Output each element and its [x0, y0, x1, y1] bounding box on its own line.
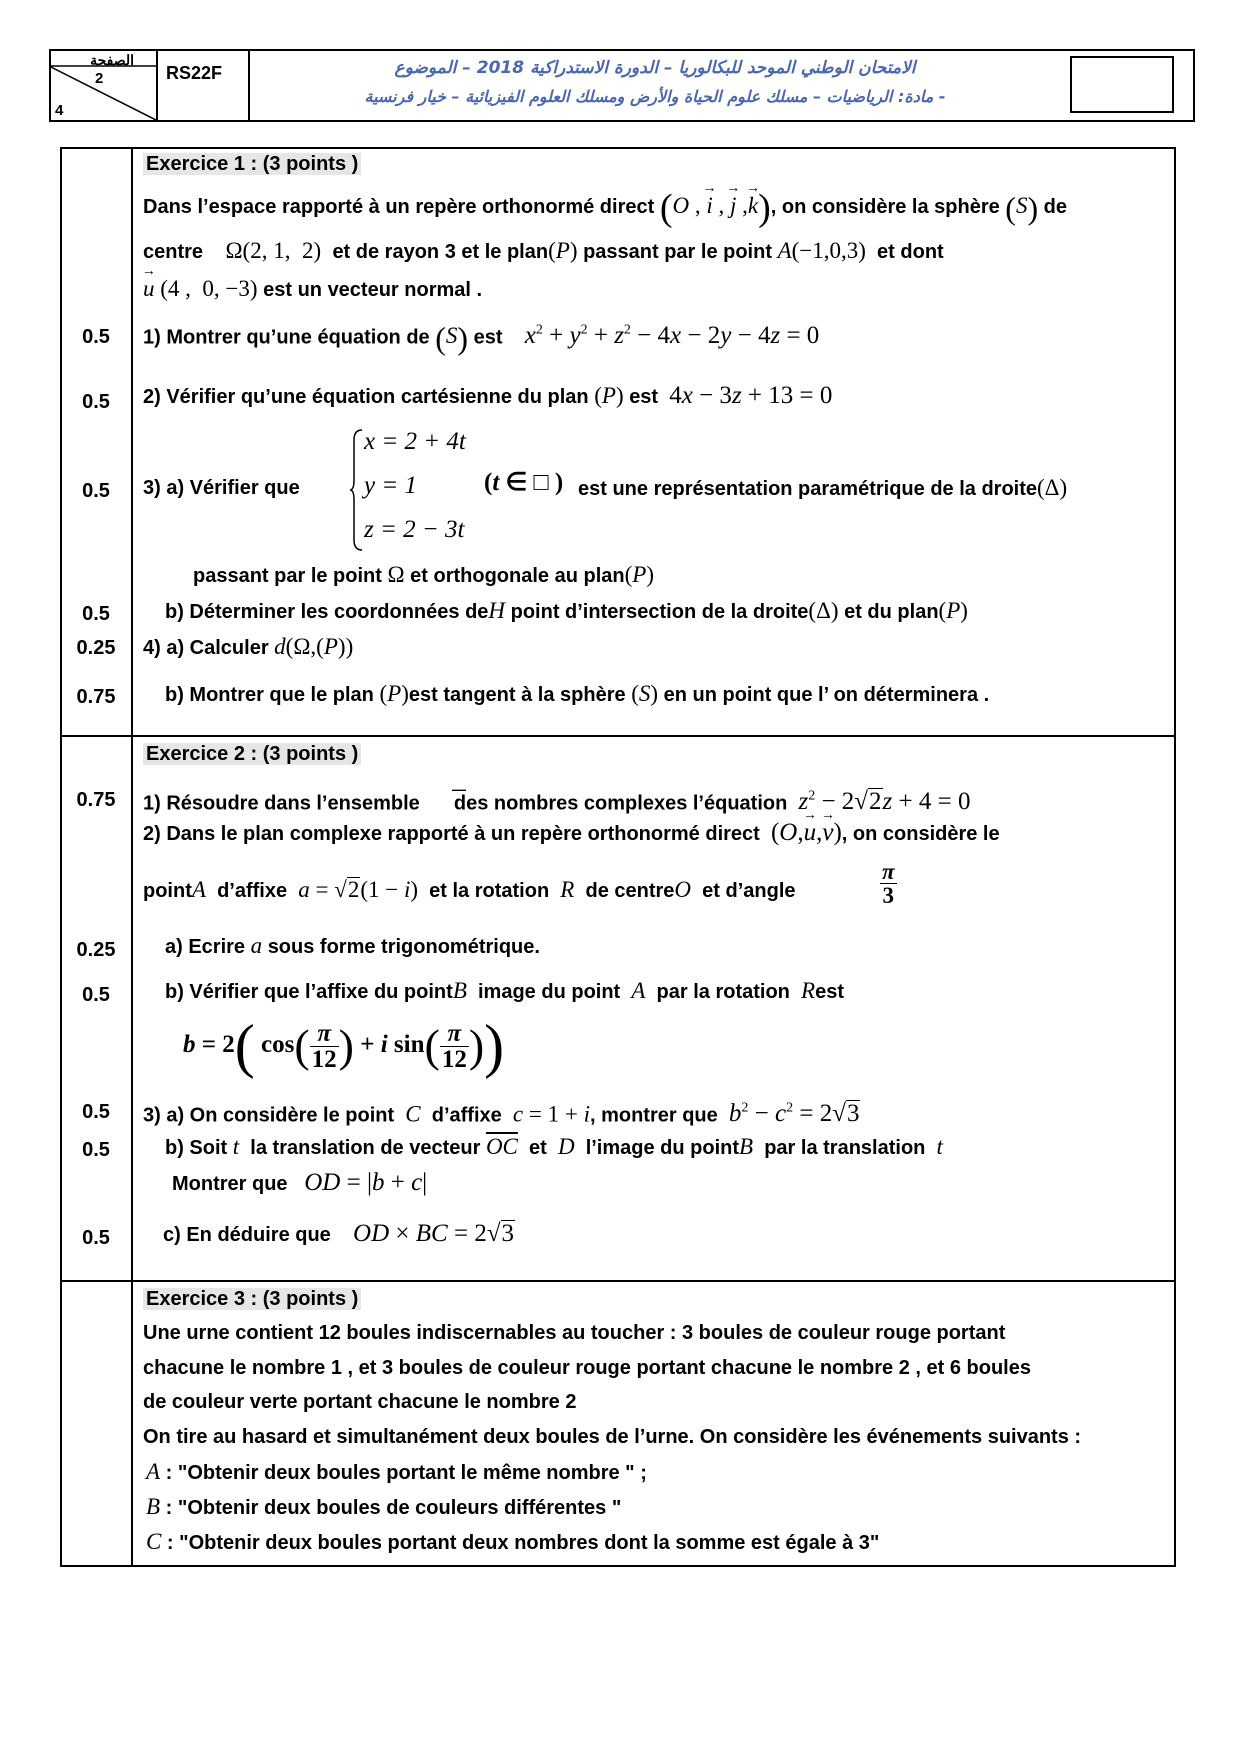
exercise1-title: Exercice 1 : (3 points ) [143, 151, 361, 177]
ex2-q2b: b) Vérifier que l’affixe du pointB image du point A par la rotation Rest [165, 978, 844, 1003]
ex2-q1-points: 0.75 [76, 789, 116, 811]
ex1-q3b-points: 0.5 [82, 603, 110, 625]
parametric-system: x = 2 + 4t y = 1 z = 2 − 3t [350, 428, 490, 552]
ex3-line4: On tire au hasard et simultanément deux boules de l’urne. On considère les événements suivants : [143, 1426, 1082, 1448]
ex1-q1-points: 0.5 [82, 326, 110, 348]
exam-title-line2: - مادة: الرياضيات – مسلك علوم الحياة والأرض ومسلك العلوم الفيزيائية – خيار فرنسية [364, 87, 946, 106]
ex2-q3c: c) En déduire que OD × BC = 2√3 [163, 1220, 515, 1247]
ex2-set-symbol: — [452, 781, 466, 797]
ex2-q3b: b) Soit t la translation de vecteur $\overline{OC}$ et D l’image du pointB par la translation t [165, 1134, 943, 1159]
ex3-line3: de couleur verte portant chacune le nombre 2 [143, 1391, 577, 1413]
ex3-line2: chacune le nombre 1 , et 3 boules de couleur rouge portant chacune le nombre 2 , et 6 boules [143, 1357, 1031, 1379]
exercise3-title: Exercice 3 : (3 points ) [143, 1286, 361, 1312]
ex1-q3a-cont: passant par le point Ω et orthogonale au plan(P) [193, 562, 655, 587]
ex1-q4b: b) Montrer que le plan (P)est tangent à la sphère (S) en un point que l’ on déterminera . [165, 681, 990, 706]
ex2-q2a: a) Ecrire a sous forme trigonométrique. [165, 933, 540, 958]
ex1-q2-points: 0.5 [82, 391, 110, 413]
ex2-angle-fraction: $\frac{\pi}{3}$ [882, 859, 895, 908]
exercise-table [60, 147, 1176, 1567]
ex1-t-domain: (t ∈ □ ) [484, 469, 564, 496]
ex1-q1: 1) Montrer qu’une équation de (S) est $x^2 + y^2 + z^2 - 4x - 2y - 4z = 0$ [143, 320, 820, 357]
ex2-b-formula: b = 2( cos( $\frac{\pi}{12}$ ) + i sin( $\frac{\pi}{12}$ )) [183, 1013, 505, 1080]
ex1-normal-vector: → u (4 , 0, −3) est un vecteur normal . [143, 276, 482, 303]
points-column-divider [131, 147, 133, 1567]
page-number-box [49, 49, 158, 122]
ex1-center: centre Ω(2, 1, 2) et de rayon 3 et le plan(P) passant par le point A(−1,0,3) et dont [143, 238, 944, 263]
ex1-q3b: b) Déterminer les coordonnées deH point d’intersection de la droite(Δ) et du plan(P) [165, 598, 968, 623]
ex3-event-b: B : "Obtenir deux boules de couleurs différentes " [146, 1494, 622, 1519]
ex3-event-a: A : "Obtenir deux boules portant le même nombre " ; [146, 1459, 647, 1484]
divider-ex1-ex2 [60, 735, 1176, 737]
page-number: 2 [95, 70, 104, 87]
ex1-q4b-points: 0.75 [76, 686, 116, 708]
ex2-q1: 1) Résoudre dans l’ensemble des nombres complexes l’équation $z^2 - 2√2z + 4 = 0$ [143, 788, 971, 816]
exam-title-line1: الامتحان الوطني الموحد للبكالوريا – الدورة الاستدراكية 2018 – الموضوع [394, 58, 916, 78]
ex1-intro: Dans l’espace rapporté à un repère orthonormé direct (O , → i , → j ,→ k), on considère la sphère (S) de [143, 193, 1067, 221]
page-label: الصفحة [90, 52, 134, 68]
brace-symbol [350, 428, 364, 552]
ex2-q3b-points: 0.5 [82, 1139, 110, 1161]
ex2-q3b-cont: Montrer que OD = |b + c| [172, 1169, 428, 1196]
ex3-event-c: C : "Obtenir deux boules portant deux nombres dont la somme est égale à 3" [146, 1529, 880, 1554]
ex2-q2-cont: pointA d’affixe a = √2(1 − i) et la rotation R de centreO et d’angle [143, 877, 796, 902]
ex1-q3a: 3) a) Vérifier que [143, 477, 300, 499]
candidate-box [1070, 56, 1174, 113]
ex1-q3a-line: est une représentation paramétrique de la droite(Δ) [578, 475, 1068, 500]
ex1-q3a-points: 0.5 [82, 480, 110, 502]
ex2-q3a: 3) a) On considère le point C d’affixe c = 1 + i, montrer que $b^2 - c^2 = 2√3$ [143, 1100, 860, 1128]
ex1-q4a: 4) a) Calculer d(Ω,(P)) [143, 634, 354, 659]
ex1-q4a-points: 0.25 [76, 637, 116, 659]
ex2-q3c-points: 0.5 [82, 1227, 110, 1249]
ex1-q2: 2) Vérifier qu’une équation cartésienne du plan (P) est 4x − 3z + 13 = 0 [143, 382, 833, 409]
exercise2-title: Exercice 2 : (3 points ) [143, 741, 361, 767]
exam-code: RS22F [158, 49, 250, 122]
page-total: 4 [55, 102, 64, 119]
exam-title [250, 52, 1060, 120]
divider-ex2-ex3 [60, 1280, 1176, 1282]
ex2-q2a-points: 0.25 [76, 939, 116, 961]
ex3-line1: Une urne contient 12 boules indiscernables au toucher : 3 boules de couleur rouge portant [143, 1322, 1006, 1344]
ex2-q2b-points: 0.5 [82, 984, 110, 1006]
ex2-q2: 2) Dans le plan complexe rapporté à un repère orthonormé direct (O,→ u,→ v), on considère le [143, 820, 1000, 847]
ex2-q3a-points: 0.5 [82, 1101, 110, 1123]
